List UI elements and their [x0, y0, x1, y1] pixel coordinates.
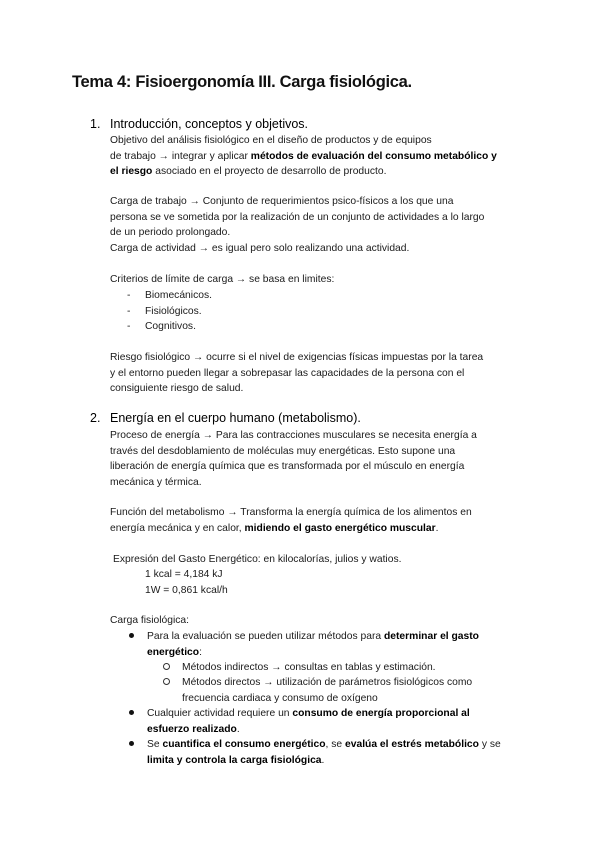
- sub-bullet-2: Métodos directos → utilización de parámetros fisiológicos como frecuencia cardiaca y consumo de oxígeno: [163, 675, 472, 706]
- circle-bullet-icon: [163, 678, 170, 685]
- bullet-item-1: Para la evaluación se pueden utilizar métodos para determinar el gasto energético:: [129, 629, 479, 660]
- proceso-line-4: mecánica y térmica.: [110, 476, 202, 488]
- riesgo-line-3: consiguiente riesgo de salud.: [110, 383, 244, 394]
- section-2-number: 2.: [90, 411, 101, 425]
- criterios-line: Criterios de límite de carga → se basa en limites:: [110, 274, 335, 285]
- riesgo-paragraph: [110, 350, 483, 397]
- proceso-line-1: Proceso de energía → Para las contracciones musculares se necesita energía a: [110, 430, 477, 441]
- sub-bullet-1: Métodos indirectos → consultas en tablas y estimación.: [163, 660, 436, 676]
- circle-bullet-icon: [163, 663, 170, 670]
- criterios-paragraph: [110, 272, 334, 288]
- objective-paragraph: [110, 133, 497, 180]
- bullet-item-2: Cualquier actividad requiere un consumo de energía proporcional al esfuerzo realizado.: [129, 706, 470, 737]
- expresion-line: Expresión del Gasto Energético: en kilocalorías, julios y watios.: [113, 554, 402, 565]
- objective-line-1: Objetivo del análisis fisiológico en el diseño de productos y de equipos: [110, 135, 432, 146]
- carga-trabajo-paragraph: [110, 194, 484, 256]
- bullet-item-3: Se cuantifica el consumo energético, se evalúa el estrés metabólico y se limita y controla la carga fisiológica.: [129, 737, 501, 768]
- section-2-heading: [90, 411, 361, 425]
- carga-trabajo-line-1: Carga de trabajo → Conjunto de requerimientos psico-físicos a los que una: [110, 196, 454, 207]
- page-title: Tema 4: Fisioergonomía III. Carga fisiológica.: [72, 73, 412, 91]
- bullet-icon: [129, 741, 134, 746]
- riesgo-line-2: y el entorno pueden llegar a sobrepasar las capacidades de la persona con el: [110, 367, 465, 379]
- section-1-heading: [90, 117, 308, 131]
- list-item: - Fisiológicos.: [127, 305, 202, 317]
- kcal-conversion: 1 kcal = 4,184 kJ: [145, 569, 223, 580]
- funcion-paragraph: [110, 505, 472, 536]
- riesgo-line-1: Riesgo fisiológico → ocurre si el nivel de exigencias físicas impuestas por la tarea: [110, 352, 484, 363]
- objective-line-2: de trabajo → integrar y aplicar métodos de evaluación del consumo metabólico y: [110, 150, 497, 162]
- funcion-line-2: energía mecánica y en calor, midiendo el gasto energético muscular.: [110, 522, 439, 534]
- proceso-line-2: través del desdoblamiento de moléculas muy energéticas. Esto supone una: [110, 445, 456, 457]
- criterios-list: [127, 288, 212, 335]
- watt-conversion: 1W = 0,861 kcal/h: [145, 585, 228, 596]
- carga-fisiologica-label: Carga fisiológica:: [110, 615, 189, 626]
- list-item: - Cognitivos.: [127, 321, 196, 332]
- bullet-icon: [129, 633, 134, 638]
- funcion-line-1: Función del metabolismo → Transforma la energía química de los alimentos en: [110, 507, 472, 518]
- carga-actividad-line: Carga de actividad → es igual pero solo realizando una actividad.: [110, 242, 410, 254]
- proceso-line-3: liberación de energía química que es transformada por el músculo en energía: [110, 461, 465, 472]
- objective-line-3: el riesgo asociado en el proyecto de desarrollo de producto.: [110, 166, 387, 177]
- carga-trabajo-line-2: persona se ve sometida por la realización de un conjunto de actividades a lo largo: [110, 211, 485, 223]
- carga-trabajo-line-3: de un periodo prolongado.: [110, 227, 231, 238]
- section-1-heading-text: Introducción, conceptos y objetivos.: [110, 117, 309, 131]
- proceso-paragraph: [110, 428, 477, 490]
- bullet-icon: [129, 710, 134, 715]
- section-1-number: 1.: [90, 117, 101, 131]
- list-item: - Biomecánicos.: [127, 290, 212, 301]
- section-2-heading-text: Energía en el cuerpo humano (metabolismo).: [110, 411, 361, 425]
